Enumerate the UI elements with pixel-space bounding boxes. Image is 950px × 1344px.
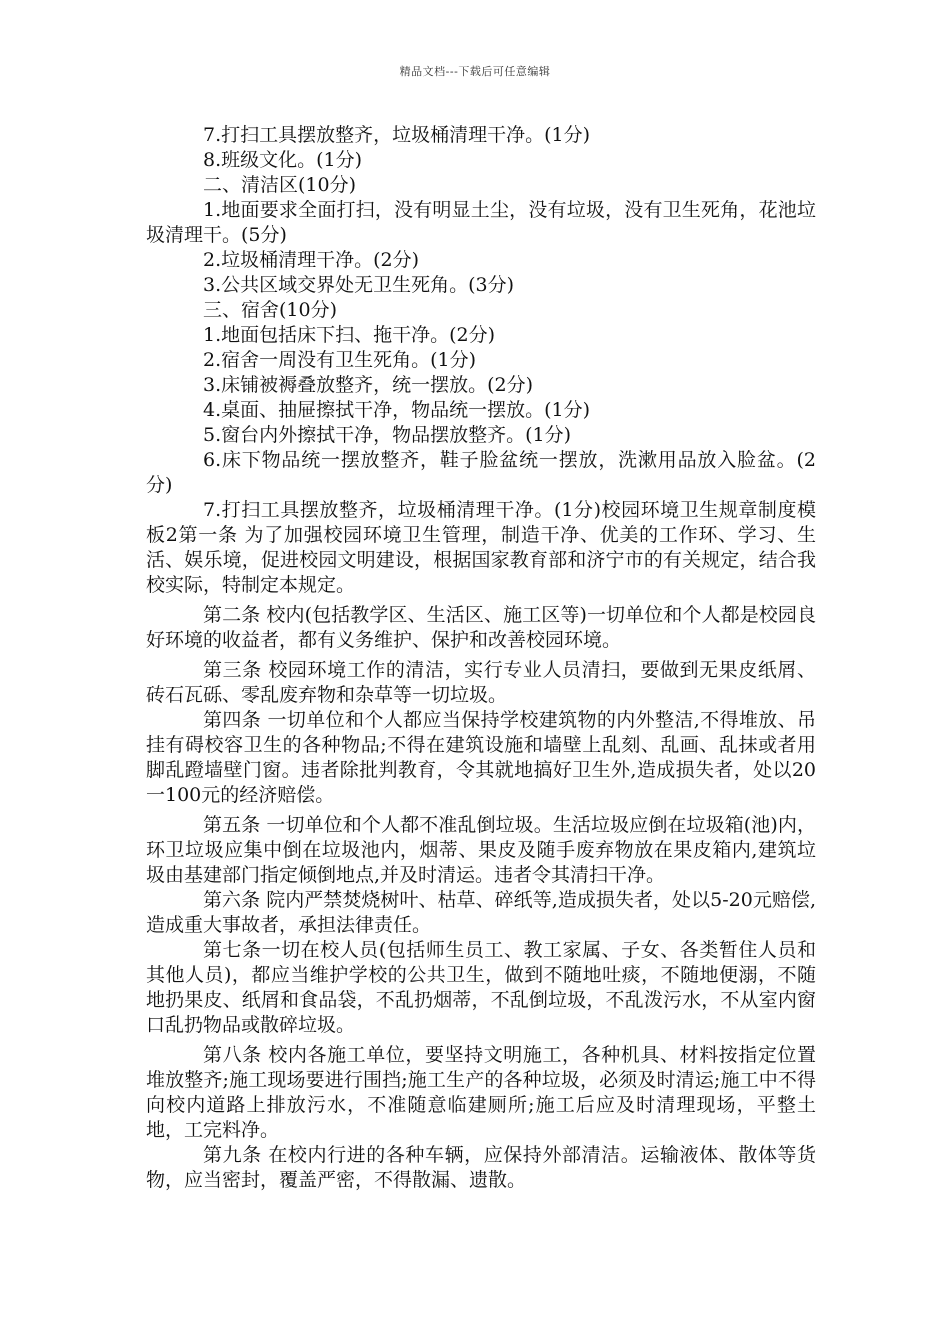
paragraph-8: 2.宿舍一周没有卫生死角。(1分): [203, 349, 477, 371]
paragraph-17: 第五条 一切单位和个人都不准乱倒垃圾。生活垃圾应倒在垃圾箱(池)内，环卫垃圾应集中倒在垃圾池内，烟蒂、果皮及随手废弃物放在果皮箱内,建筑垃圾由基建部门指定倾倒地点,并及时清运。违者令其清扫干净。: [146, 814, 816, 886]
page-header: 精品文档---下载后可任意编辑: [399, 65, 551, 78]
paragraph-15: 第三条 校园环境工作的清洁，实行专业人员清扫，要做到无果皮纸屑、砖石瓦砾、零乱废弃物和杂草等一切垃圾。: [146, 659, 816, 706]
paragraph-20: 第八条 校内各施工单位，要坚持文明施工，各种机具、材料按指定位置堆放整齐;施工现场要进行围挡;施工生产的各种垃圾，必须及时清运;施工中不得向校内道路上排放污水，不准随意临建厕所;施工后应及时清理现场，平整土地，工完料净。: [146, 1044, 816, 1141]
paragraph-5: 3.公共区域交界处无卫生死角。(3分): [203, 274, 515, 296]
paragraph-2: 二、清洁区(10分): [203, 174, 357, 196]
paragraph-13: 7.打扫工具摆放整齐，垃圾桶清理干净。(1分)校园环境卫生规章制度模板2第一条 为了加强校园环境卫生管理，制造干净、优美的工作环、学习、生活、娱乐境，促进校园文明建设，根据国家教育部和济宁市的有关规定，结合我校实际，特制定本规定。: [146, 499, 816, 596]
paragraph-16: 第四条 一切单位和个人都应当保持学校建筑物的内外整洁,不得堆放、吊挂有碍校容卫生的各种物品;不得在建筑设施和墙壁上乱刻、乱画、乱抹或者用脚乱蹬墙壁门窗。违者除批判教育，令其就地搞好卫生外,造成损失者，处以20一100元的经济赔偿。: [146, 709, 816, 806]
paragraph-7: 1.地面包括床下扫、拖干净。(2分): [203, 324, 496, 346]
paragraph-18: 第六条 院内严禁焚烧树叶、枯草、碎纸等,造成损失者，处以5-20元赔偿,造成重大事故者，承担法律责任。: [146, 889, 816, 936]
paragraph-4: 2.垃圾桶清理干净。(2分): [203, 249, 420, 271]
paragraph-1: 8.班级文化。(1分): [203, 149, 363, 171]
document-body: [146, 123, 816, 1193]
paragraph-0: 7.打扫工具摆放整齐，垃圾桶清理干净。(1分): [203, 124, 591, 146]
paragraph-19: 第七条一切在校人员(包括师生员工、教工家属、子女、各类暂住人员和其他人员)，都应当维护学校的公共卫生，做到不随地吐痰，不随地便溺，不随地扔果皮、纸屑和食品袋，不乱扔烟蒂，不乱倒垃圾，不乱泼污水，不从室内窗口乱扔物品或散碎垃圾。: [146, 939, 816, 1036]
paragraph-10: 4.桌面、抽屉擦拭干净，物品统一摆放。(1分): [203, 399, 591, 421]
paragraph-3: 1.地面要求全面打扫，没有明显土尘，没有垃圾，没有卫生死角，花池垃圾清理干。(5分): [146, 199, 816, 246]
paragraph-9: 3.床铺被褥叠放整齐，统一摆放。(2分): [203, 374, 534, 396]
paragraph-11: 5.窗台内外擦拭干净，物品摆放整齐。(1分): [203, 424, 572, 446]
paragraph-21: 第九条 在校内行进的各种车辆，应保持外部清洁。运输液体、散体等货物，应当密封，覆盖严密，不得散漏、遗散。: [146, 1144, 816, 1191]
paragraph-14: 第二条 校内(包括教学区、生活区、施工区等)一切单位和个人都是校园良好环境的收益者，都有义务维护、保护和改善校园环境。: [146, 604, 816, 651]
paragraph-12: 6.床下物品统一摆放整齐，鞋子脸盆统一摆放，洗漱用品放入脸盆。(2分): [146, 449, 816, 496]
paragraph-6: 三、宿舍(10分): [203, 299, 338, 321]
